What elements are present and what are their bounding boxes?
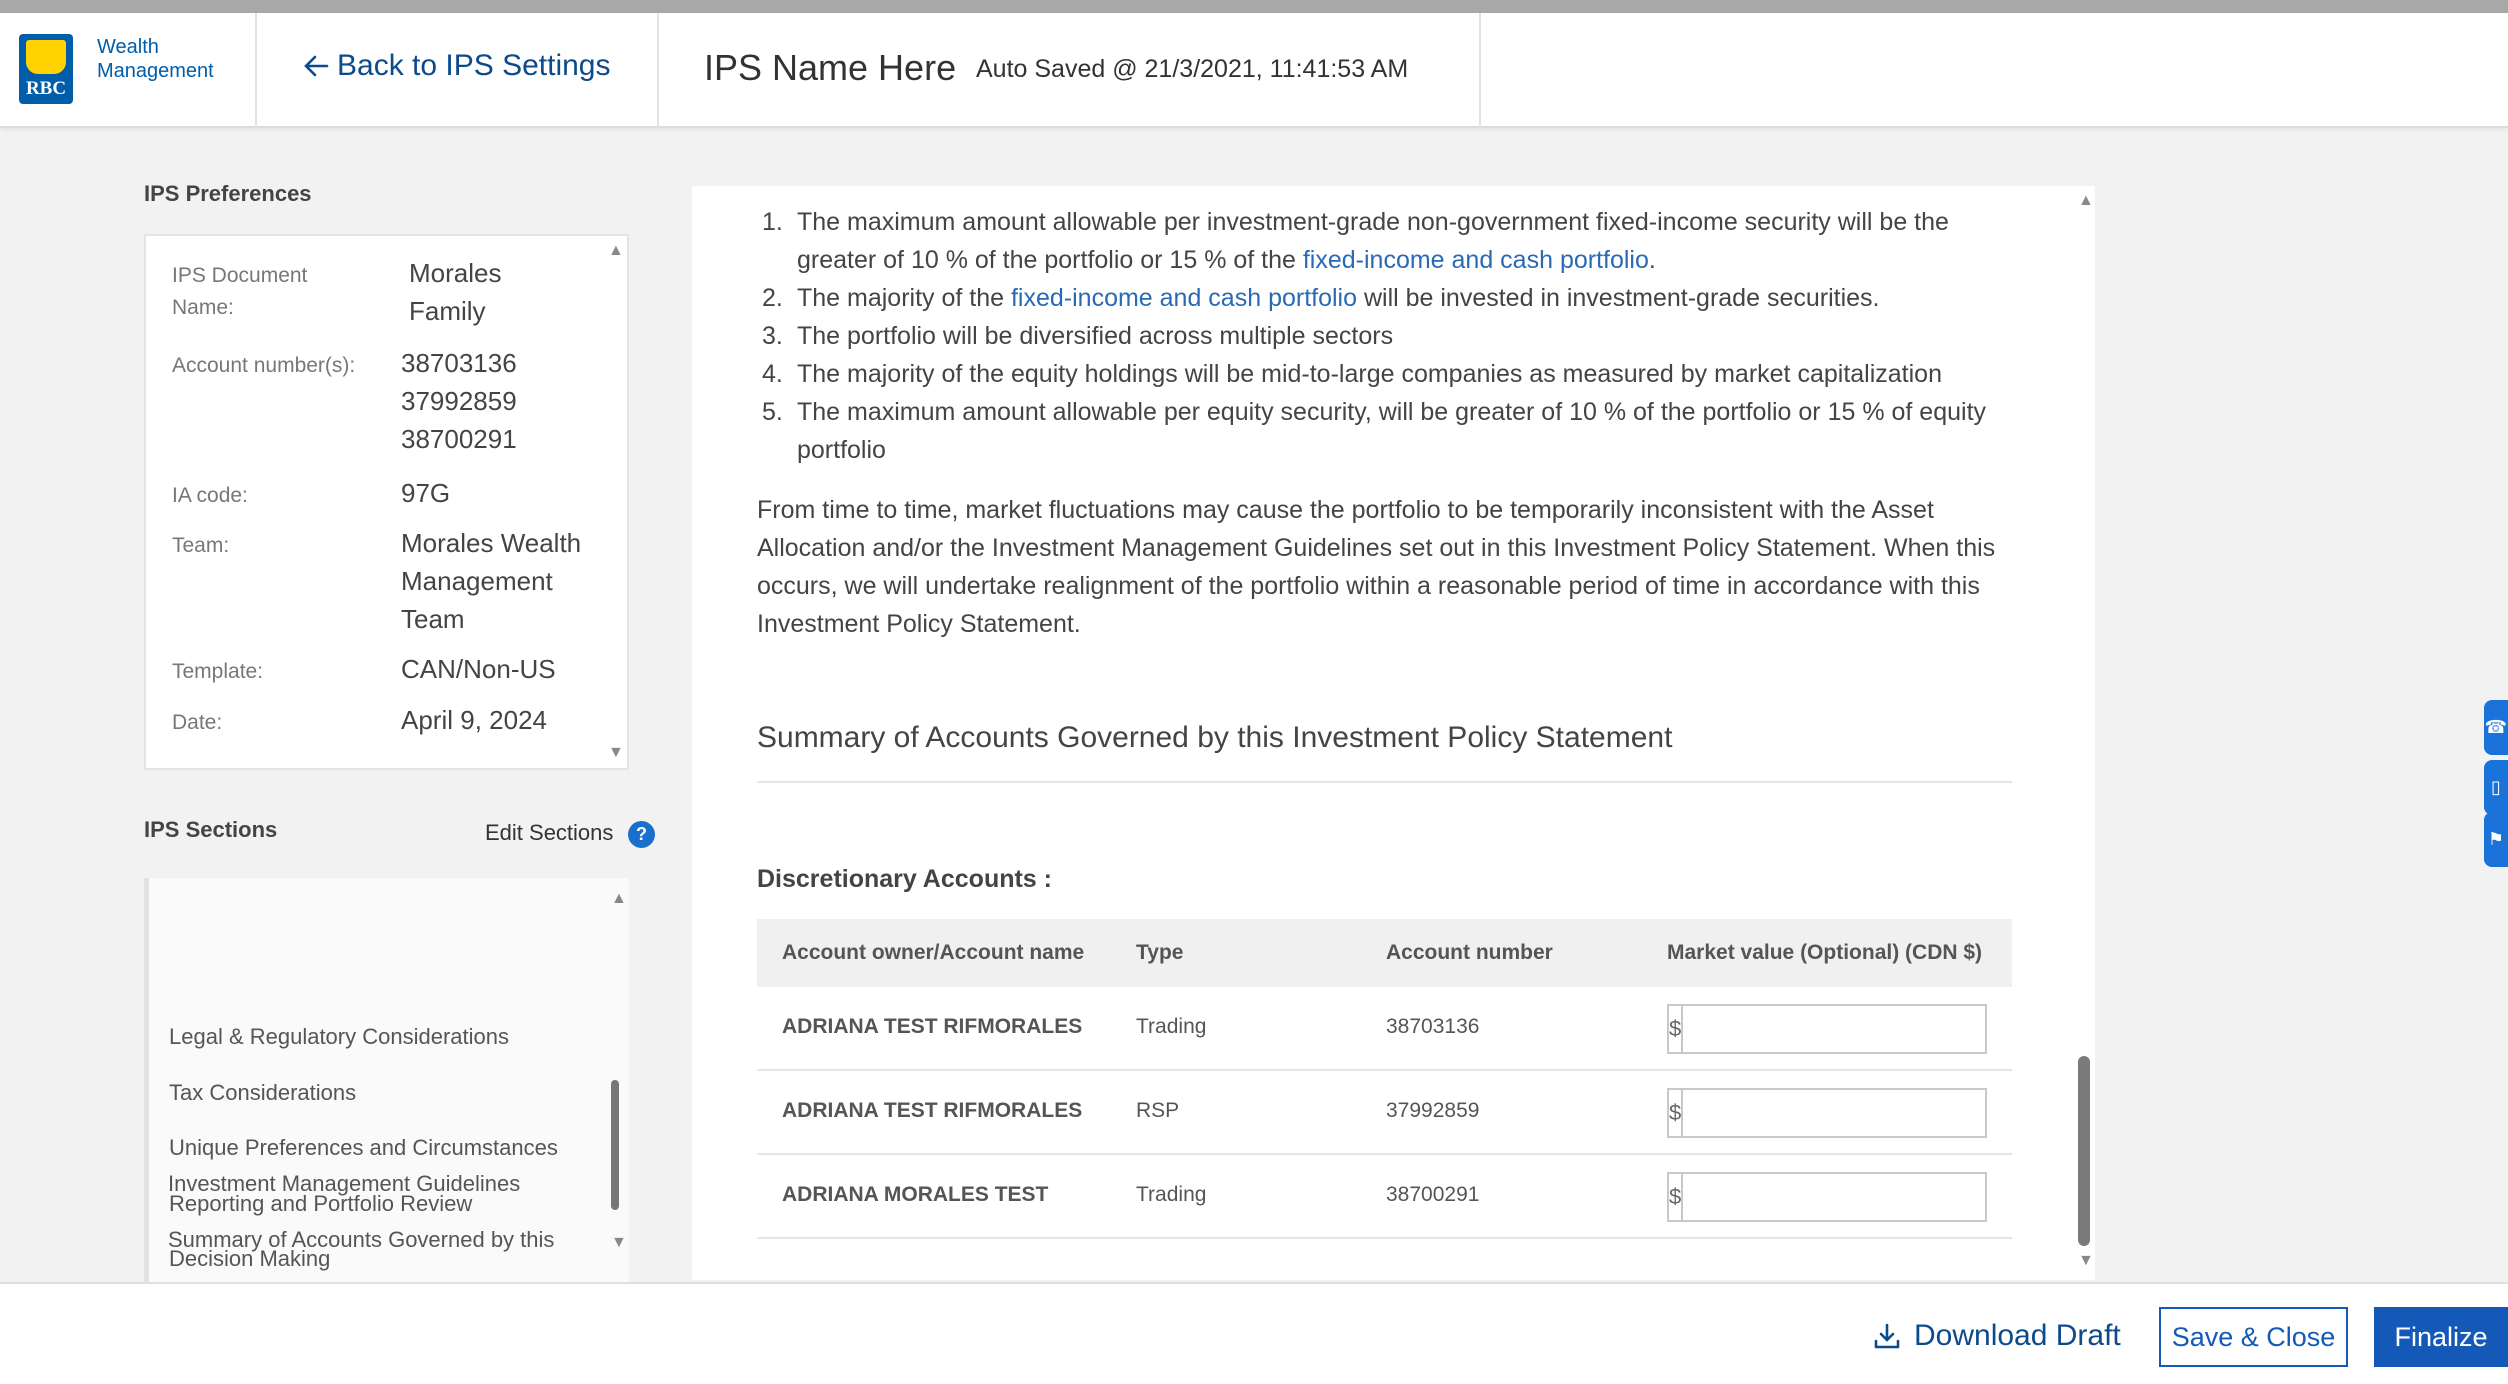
market-value-field [1667, 1172, 1987, 1222]
account-number: 37992859 [1386, 1099, 1480, 1122]
pref-value: 97G [401, 478, 451, 508]
list-number: 4. [762, 360, 783, 388]
section-item-reporting[interactable]: Reporting and Portfolio Review [169, 1191, 473, 1216]
autosave-status: Auto Saved @ 21/3/2021, 11:41:53 AM [976, 55, 1409, 83]
list-text: The majority of the [797, 284, 1011, 312]
account-number: 37992859 [401, 386, 517, 416]
logo-text-line2: Management [97, 60, 214, 82]
download-draft-button[interactable] [1872, 1319, 2121, 1353]
rebalancing-paragraph: From time to time, market fluctuations may cause the portfolio to be temporarily inconsistent with the Asset Allocation and/or the Investment Management Guidelines set out in this Investment Policy Statement. When this occurs, we will undertake realignment of the portfolio within a reasonable period of time in accordance with this Investment Policy Statement. [757, 496, 1996, 638]
section-item-unique-preferences[interactable]: Unique Preferences and Circumstances [169, 1135, 558, 1160]
doc-scroll-down-icon[interactable]: ▼ [2078, 1252, 2094, 1269]
fixed-income-link[interactable]: fixed-income and cash portfolio [1302, 246, 1649, 274]
page-title: IPS Name Here [704, 47, 957, 88]
edit-sections-link[interactable]: Edit Sections [485, 820, 614, 845]
app-header [0, 13, 2508, 128]
footer-bar [0, 1282, 2508, 1384]
table-row [757, 1071, 2012, 1155]
summary-heading: Summary of Accounts Governed by this Investment Policy Statement [757, 721, 1673, 754]
sections-scroll-up-icon[interactable]: ▲ [611, 890, 627, 907]
table-row [757, 1155, 2012, 1239]
flag-icon[interactable]: ⚑ [2484, 812, 2508, 867]
account-type: Trading [1136, 1015, 1207, 1038]
back-nav [257, 13, 659, 128]
list-item [762, 279, 2027, 317]
divider [757, 781, 2012, 783]
back-to-settings-link[interactable] [303, 49, 610, 83]
account-type: Trading [1136, 1183, 1207, 1206]
account-number: 38700291 [401, 424, 517, 454]
list-text: The portfolio will be diversified across multiple sectors [797, 322, 1394, 350]
pref-label: Team: [172, 534, 230, 557]
phone-icon[interactable]: ☎ [2484, 700, 2508, 755]
account-number: 38700291 [1386, 1183, 1480, 1206]
pref-label: Template: [172, 660, 264, 683]
currency-symbol: $ [1669, 1174, 1683, 1220]
account-owner: ADRIANA TEST RIFMORALES [782, 1099, 1083, 1122]
market-value-input[interactable] [1683, 1006, 1991, 1052]
pref-label: IPS Document Name: [172, 264, 308, 319]
list-text-end: will be invested in investment-grade securities. [1357, 284, 1880, 312]
document-viewer[interactable] [692, 186, 2095, 1280]
account-number: 38703136 [401, 348, 517, 378]
pref-value: April 9, 2024 [401, 705, 547, 735]
pref-value: Morales Family [409, 258, 502, 326]
rbc-logo [19, 34, 73, 104]
list-item [762, 203, 2027, 279]
pref-value: CAN/Non-US [401, 654, 556, 684]
account-number: 38703136 [1386, 1015, 1480, 1038]
scroll-down-icon[interactable]: ▼ [608, 744, 624, 761]
list-text-end: . [1648, 246, 1656, 274]
scroll-up-icon[interactable]: ▲ [608, 242, 624, 259]
back-label: Back to IPS Settings [337, 49, 611, 82]
download-icon [1872, 1321, 1902, 1351]
currency-symbol: $ [1669, 1090, 1683, 1136]
list-number: 2. [762, 284, 783, 312]
guideline-list [762, 203, 2027, 469]
list-text: The maximum amount allowable per investment-grade non-government fixed-income security will be the greater of 10 % of the portfolio or 15 % of the [797, 208, 1949, 274]
pref-label: Account number(s): [172, 354, 356, 377]
account-owner: ADRIANA TEST RIFMORALES [782, 1015, 1083, 1038]
help-icon[interactable]: ? [628, 821, 655, 848]
pref-label: Date: [172, 711, 223, 734]
save-close-button[interactable]: Save & Close [2159, 1307, 2348, 1367]
download-draft-label: Download Draft [1914, 1319, 2121, 1352]
tablet-icon[interactable]: ▯ [2484, 760, 2508, 815]
discretionary-heading: Discretionary Accounts : [757, 865, 1052, 893]
pref-value [401, 344, 601, 458]
sections-heading: IPS Sections [144, 817, 278, 842]
market-value-input[interactable] [1683, 1174, 1991, 1220]
pref-value: Morales Wealth Management Team [401, 528, 582, 634]
doc-scroll-up-icon[interactable]: ▲ [2078, 192, 2094, 209]
lion-shield-icon [26, 40, 66, 74]
logo-area[interactable] [0, 13, 257, 128]
section-item-tax[interactable]: Tax Considerations [169, 1080, 357, 1105]
title-area [659, 13, 1481, 128]
sections-scroll-down-icon[interactable]: ▼ [611, 1234, 627, 1251]
fixed-income-link[interactable]: fixed-income and cash portfolio [1010, 284, 1358, 312]
logo-text [97, 35, 214, 83]
list-number: 5. [762, 398, 783, 426]
section-item-summary-accounts[interactable]: Summary of Accounts Governed by this [168, 1227, 555, 1252]
list-item [762, 355, 2027, 393]
section-item-decision-making[interactable]: Decision Making [169, 1246, 331, 1271]
logo-text-line1: Wealth [97, 36, 159, 58]
arrow-left-icon [303, 53, 329, 79]
table-row [757, 987, 2012, 1071]
list-text: The maximum amount allowable per equity security, will be greater of 10 % of the portfolio or 15 % of equity portfolio [797, 398, 1987, 464]
list-number: 1. [762, 208, 783, 236]
column-header-owner: Account owner/Account name [782, 941, 1085, 964]
doc-scrollbar[interactable] [2078, 1056, 2090, 1246]
section-item-legal[interactable]: Legal & Regulatory Considerations [169, 1024, 509, 1049]
preferences-card[interactable] [144, 234, 629, 770]
column-header-market-value: Market value (Optional) (CDN $) [1667, 941, 1983, 964]
list-text: The majority of the equity holdings will be mid-to-large companies as measured by market capitalization [797, 360, 1942, 388]
market-value-field [1667, 1004, 1987, 1054]
sections-scrollbar[interactable] [611, 1080, 619, 1210]
market-value-field [1667, 1088, 1987, 1138]
list-number: 3. [762, 322, 783, 350]
left-panel [0, 130, 680, 1280]
account-type: RSP [1136, 1099, 1180, 1122]
column-header-type: Type [1136, 941, 1184, 964]
finalize-button[interactable]: Finalize [2374, 1307, 2508, 1367]
table-header [757, 919, 2012, 987]
top-strip [0, 0, 2508, 13]
accounts-table [757, 919, 2012, 1239]
list-item [762, 393, 2027, 469]
pref-label: IA code: [172, 484, 248, 507]
preferences-heading: IPS Preferences [144, 181, 312, 206]
logo-mark-text: RBC [25, 78, 67, 99]
market-value-input[interactable] [1683, 1090, 1991, 1136]
list-item [762, 317, 2027, 355]
column-header-account-number: Account number [1386, 941, 1553, 964]
currency-symbol: $ [1669, 1006, 1683, 1052]
section-item-investment-guidelines[interactable]: Investment Management Guidelines [168, 1171, 521, 1196]
account-owner: ADRIANA MORALES TEST [782, 1183, 1049, 1206]
